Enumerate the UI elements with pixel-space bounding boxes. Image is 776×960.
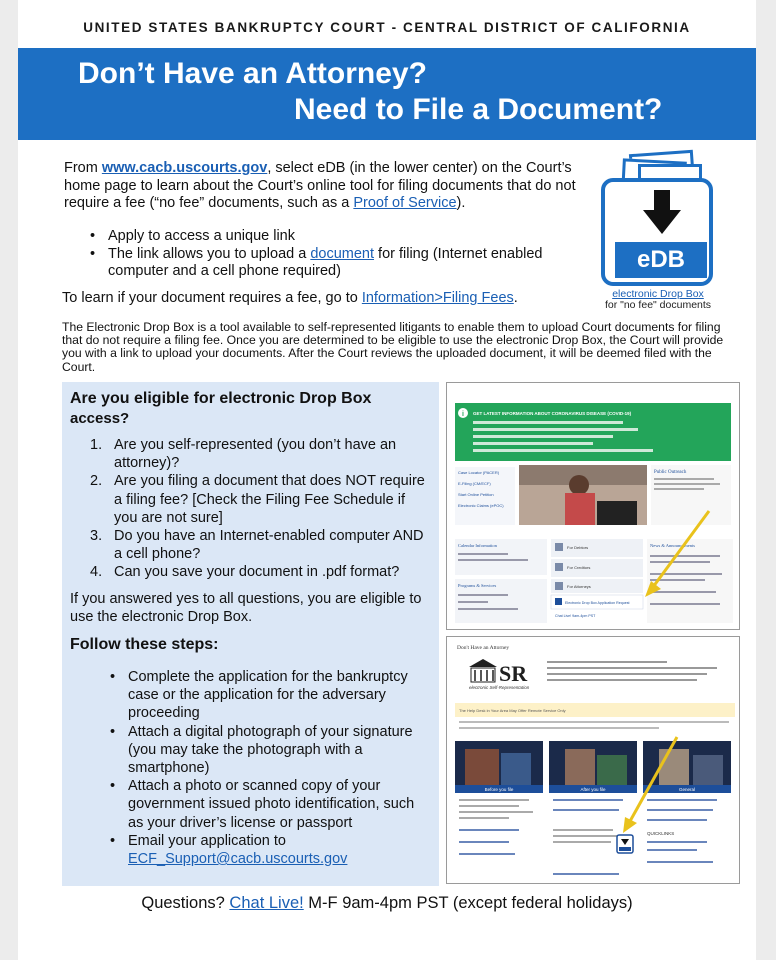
question-text: Can you save your document in .pdf format?: [114, 564, 400, 581]
step-item: • Attach a photo or scanned copy of your government issued photo identification, such as your driver’s license or passport: [110, 777, 430, 832]
drop-box-description: The Electronic Drop Box is a tool available to self-represented litigants to enable them to upload Court documents for filing that do not require a filing fee. Once you are determined to be eligible to use the electronic Drop Box, the Court will provide you with a link to upload your documents. After the Court reviews the uploaded document, it will be deemed filed with the Court.: [62, 320, 724, 374]
title-line-1: Don’t Have an Attorney?: [78, 57, 427, 90]
self-representation-screenshot: [446, 636, 740, 884]
eligibility-heading-line-2: access?: [70, 410, 130, 427]
title-banner: [18, 48, 756, 140]
chat-live-small-link: Chat Live! 9am-4pm PST: [555, 614, 596, 618]
court-name: UNITED STATES BANKRUPTCY COURT - CENTRAL DISTRICT OF CALIFORNIA: [83, 20, 691, 35]
for-attorneys-label: For Attorneys: [567, 584, 591, 589]
down-arrow-icon: [643, 190, 681, 236]
edb-request-link: Electronic Drop Box Application Request: [565, 601, 630, 605]
intro-text-2: , select eDB (in the lower center) on the Court’s home page to learn about the Court’s online tool for filing documents that do not require a fee (“no fee” documents, such as a: [64, 160, 576, 211]
left-link: Case Locator (PACER): [458, 470, 500, 475]
email-link[interactable]: ECF_Support@cacb.uscourts.gov: [128, 851, 348, 868]
quicklinks-label: QUICKLINKS: [647, 831, 675, 836]
helpdesk-notice: The Help Desk in Your Area May Offer Remote Service Only: [459, 708, 566, 713]
eligibility-panel: [62, 382, 439, 886]
question-text: Are you self-represented (you don’t have an attorney)?: [114, 437, 397, 472]
eligibility-heading: [70, 389, 430, 429]
steps-list: [110, 668, 430, 868]
homepage-screenshot: [446, 382, 740, 630]
drop-box-icon: [601, 178, 713, 286]
intro-text-1: From: [64, 160, 102, 176]
email-text: Email your application to: [128, 832, 286, 849]
edb-label: eDB: [615, 242, 707, 278]
eligibility-questions: [90, 436, 430, 582]
before-you-file-tab: Before you file: [484, 787, 514, 792]
intro-text-3: ).: [456, 195, 466, 211]
eligibility-answer: If you answered yes to all questions, you are eligible to use the electronic Drop Box.: [70, 591, 422, 626]
attorney-page-title: Don't Have an Attorney: [457, 645, 510, 651]
bullet-apply: • Apply to access a unique link: [90, 228, 560, 246]
calendar-heading: Calendar Information: [458, 543, 497, 548]
question-number: 4.: [90, 564, 103, 581]
bullet-upload-text-1: The link allows you to upload a: [108, 245, 311, 262]
footer-questions: [18, 894, 756, 913]
edb-caption: for "no fee" documents: [604, 299, 712, 311]
left-link: Start Online Petition: [458, 492, 494, 497]
self-representation-screenshot-image: [447, 637, 740, 884]
news-heading: News & Announcements: [650, 543, 695, 548]
general-tab: General: [678, 787, 696, 792]
covid-alert-title: GET LATEST INFORMATION ABOUT CORONAVIRUS DISEASE (COVID-19): [473, 411, 632, 416]
bullet-upload-text-2: for filing (Internet enabled computer and a cell phone required): [108, 245, 543, 279]
eligibility-heading-line-1: Are you eligible for electronic Drop Box: [70, 390, 372, 407]
for-creditors-label: For Creditors: [567, 565, 591, 570]
footer-text-2: M-F 9am-4pm PST (except federal holidays): [303, 894, 633, 912]
question-item: [90, 527, 430, 563]
left-link: Electronic Claims (ePOC): [458, 503, 504, 508]
footer-text-1: Questions?: [141, 894, 230, 912]
sr-logo-caption: electronic Self-Representation: [469, 685, 530, 690]
filing-fees-link[interactable]: Information>Filing Fees: [361, 290, 514, 306]
intro-bullet-list: [90, 228, 560, 281]
edb-logo[interactable]: [598, 150, 718, 310]
bullet-upload: [90, 246, 560, 281]
question-text: Do you have an Internet-enabled computer AND a cell phone?: [114, 528, 424, 563]
website-link[interactable]: www.cacb.uscourts.gov: [101, 160, 268, 176]
chat-live-link[interactable]: Chat Live!: [229, 894, 304, 912]
question-item: [90, 472, 430, 527]
fees-line: [62, 290, 518, 306]
proof-of-service-link[interactable]: Proof of Service: [353, 195, 457, 211]
sr-logo-text: SR: [499, 661, 528, 686]
step-item: [110, 832, 430, 868]
question-number: 3.: [90, 528, 103, 545]
after-you-file-tab: After you file: [580, 787, 606, 792]
question-item: [90, 563, 430, 581]
question-item: [90, 436, 430, 472]
homepage-screenshot-image: [447, 383, 740, 630]
question-number: 2.: [90, 473, 103, 490]
svg-text:i: i: [462, 411, 464, 418]
document-link[interactable]: document: [310, 245, 375, 262]
for-debtors-label: For Debtors: [567, 545, 589, 550]
title-line-2: Need to File a Document?: [294, 93, 663, 126]
fees-end: .: [513, 290, 518, 306]
step-item: • Complete the application for the bankruptcy case or the application for the adversary proceeding: [110, 668, 430, 723]
steps-heading: Follow these steps:: [70, 636, 219, 653]
question-number: 1.: [90, 437, 103, 453]
intro-paragraph: [64, 160, 584, 213]
step-item: • Attach a digital photograph of your signature (you may take the photograph with a smartphone): [110, 723, 430, 778]
public-outreach-heading: Public Outreach: [654, 470, 687, 475]
flyer-page: [18, 0, 756, 960]
question-text: Are you filing a document that does NOT require a filing fee? [Check the Filing Fee Schedule if you are not sure]: [114, 473, 425, 526]
left-link: E-Filing (CM/ECF): [458, 481, 491, 486]
programs-heading: Programs & Services: [458, 583, 497, 588]
edb-caption-link[interactable]: electronic Drop Box: [612, 288, 704, 300]
fees-text: To learn if your document requires a fee, go to: [62, 290, 362, 306]
